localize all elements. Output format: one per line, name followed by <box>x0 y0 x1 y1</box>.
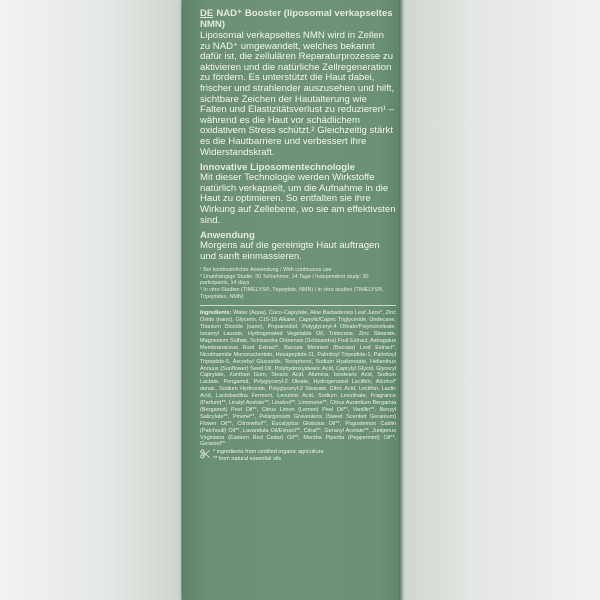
usage-heading: Anwendung <box>200 230 255 242</box>
technology-heading: Innovative Liposomentechnologie <box>200 162 356 174</box>
background-left <box>0 0 180 600</box>
background-right <box>402 0 600 600</box>
study-note: ¹ Bei kontinuierlicher Anwendung / With continuous use <box>200 267 332 274</box>
label-content <box>200 8 396 463</box>
box-edge-right <box>399 0 403 600</box>
usage-text: Morgens auf die gereinigte Haut auftragen und sanft einmassieren. <box>200 240 380 262</box>
ingredients-label: Ingredients: <box>200 310 232 317</box>
footnotes <box>213 449 324 463</box>
footnote-organic: * ingredients from certified organic agriculture <box>213 449 324 456</box>
footnote-row <box>200 449 396 463</box>
product-title <box>200 8 396 30</box>
ingredients-list <box>200 310 396 448</box>
study-notes <box>200 267 396 300</box>
ingredients-text: Water (Aqua), Coco-Caprylate, Aloe Barbadensis Leaf Juice*, Zinc Oxide (nano), Glycerin, C15-19 Alkane, Caprylic/Capric Triglyceride, Undecane, Titanium Dioxide (nano), Propanediol, Polyglyceryl-4 Olivate/Polyricinoleate, Isoamyl Laurate, Hydrogenated Vegetable Oil, Tridecane, Zinc Stearate, Magnesium Sulfate, Schisandra Chinensis (Schisandra) Fruit Extract, Astragalus Membranaceus Root Extract*, Bacopa Monnieri (Bacopa) Leaf Extract*, Nicotinamide Mononucleotide, Hexapeptide-11, Palmitoyl Tripeptide-1, Palmitoyl Tripeptide-5, Ascorbyl Glucoside, Tocopherol, Sodium Hyaluronate, Helianthus Annuus (Sunflower) Seed Oil, Polyhydroxystearic Acid, Caprylyl Glycol, Glyceryl Caprylate, Xanthan Gum, Stearic Acid, Alumina, Isostearic Acid, Sodium Lactate, Pongamol, Polyglyceryl-2 Oleate, Hydrogenated Lecithin, Alcohol* denat., Sodium Hydroxide, Polyglyceryl-2 Stearate, Citric Acid, Lecithin, Lactic Acid, Lactobacillus Ferment, Levulinic Acid, Sodium Levulinate, Fragrance (Parfum)**, Linalyl Acetate**, Linalool**, Limonene**, Citrus Aurantium Bergamia (Bergamot) Peel Oil**, Citrus Limon (Lemon) Peel Oil**, Vanillin**, Benzyl Salicylate**, Pinene**, Pelargonium Graveolens (Sweet Scented Geranium) Flower Oil**, Citronellol**, Eucalyptus Globulus Oil**, Pogostemon Cablin (Patchouli) Oil**, Lavandula Oil/Extract**, Citral**, Geranyl Acetate**, Juniperus Virginiana (Eastern Red Cedar) Oil**, Mentha Piperita (Peppermint) Oil**, Geraniol** <box>200 310 397 448</box>
intro-text: Liposomal verkapseltes NMN wird in Zellen zu NAD⁺ umgewandelt, welches bekannt dafür ist, die zellulären Reparaturprozesse zu aktivieren und die natürliche Zellregeneration zu fördern. Es unterstützt die Haut dabei, frischer und strahlender auszusehen und hilft, sichtbare Zeichen der Hautalterung wie Falten und Elastizitätsverlust zu reduzieren¹ – während es die Haut vor schädlichem oxidativem Stress schützt.² Gleichzeitig stärkt es die Hautbarriere und verbessert ihre Widerstandskraft. <box>200 30 395 158</box>
technology-text: Mit dieser Technologie werden Wirkstoffe natürlich verkapselt, um die Aufnahme in die Haut zu optimieren. So entfalten sie ihre Wirkung auf Zellebene, wo sie am effektivsten sind. <box>200 172 396 226</box>
product-title-text: NAD⁺ Booster (liposomal verkapseltes NMN) <box>200 8 393 30</box>
divider <box>200 305 396 306</box>
language-code: DE <box>200 8 214 19</box>
scissors-icon <box>200 449 210 459</box>
study-note: ² Unabhängige Studie: 30 Teilnehmer, 14 Tage / Independent study: 30 participants, 14 days <box>200 273 369 287</box>
footnote-essential-oils: ** from natural essential oils <box>213 456 282 463</box>
study-note: ³ In vitro-Studien (TIMELYS®, Tripeptide, NMN) / in vitro studies (TIMELYS®, Tripeptides, NMN) <box>200 287 384 300</box>
